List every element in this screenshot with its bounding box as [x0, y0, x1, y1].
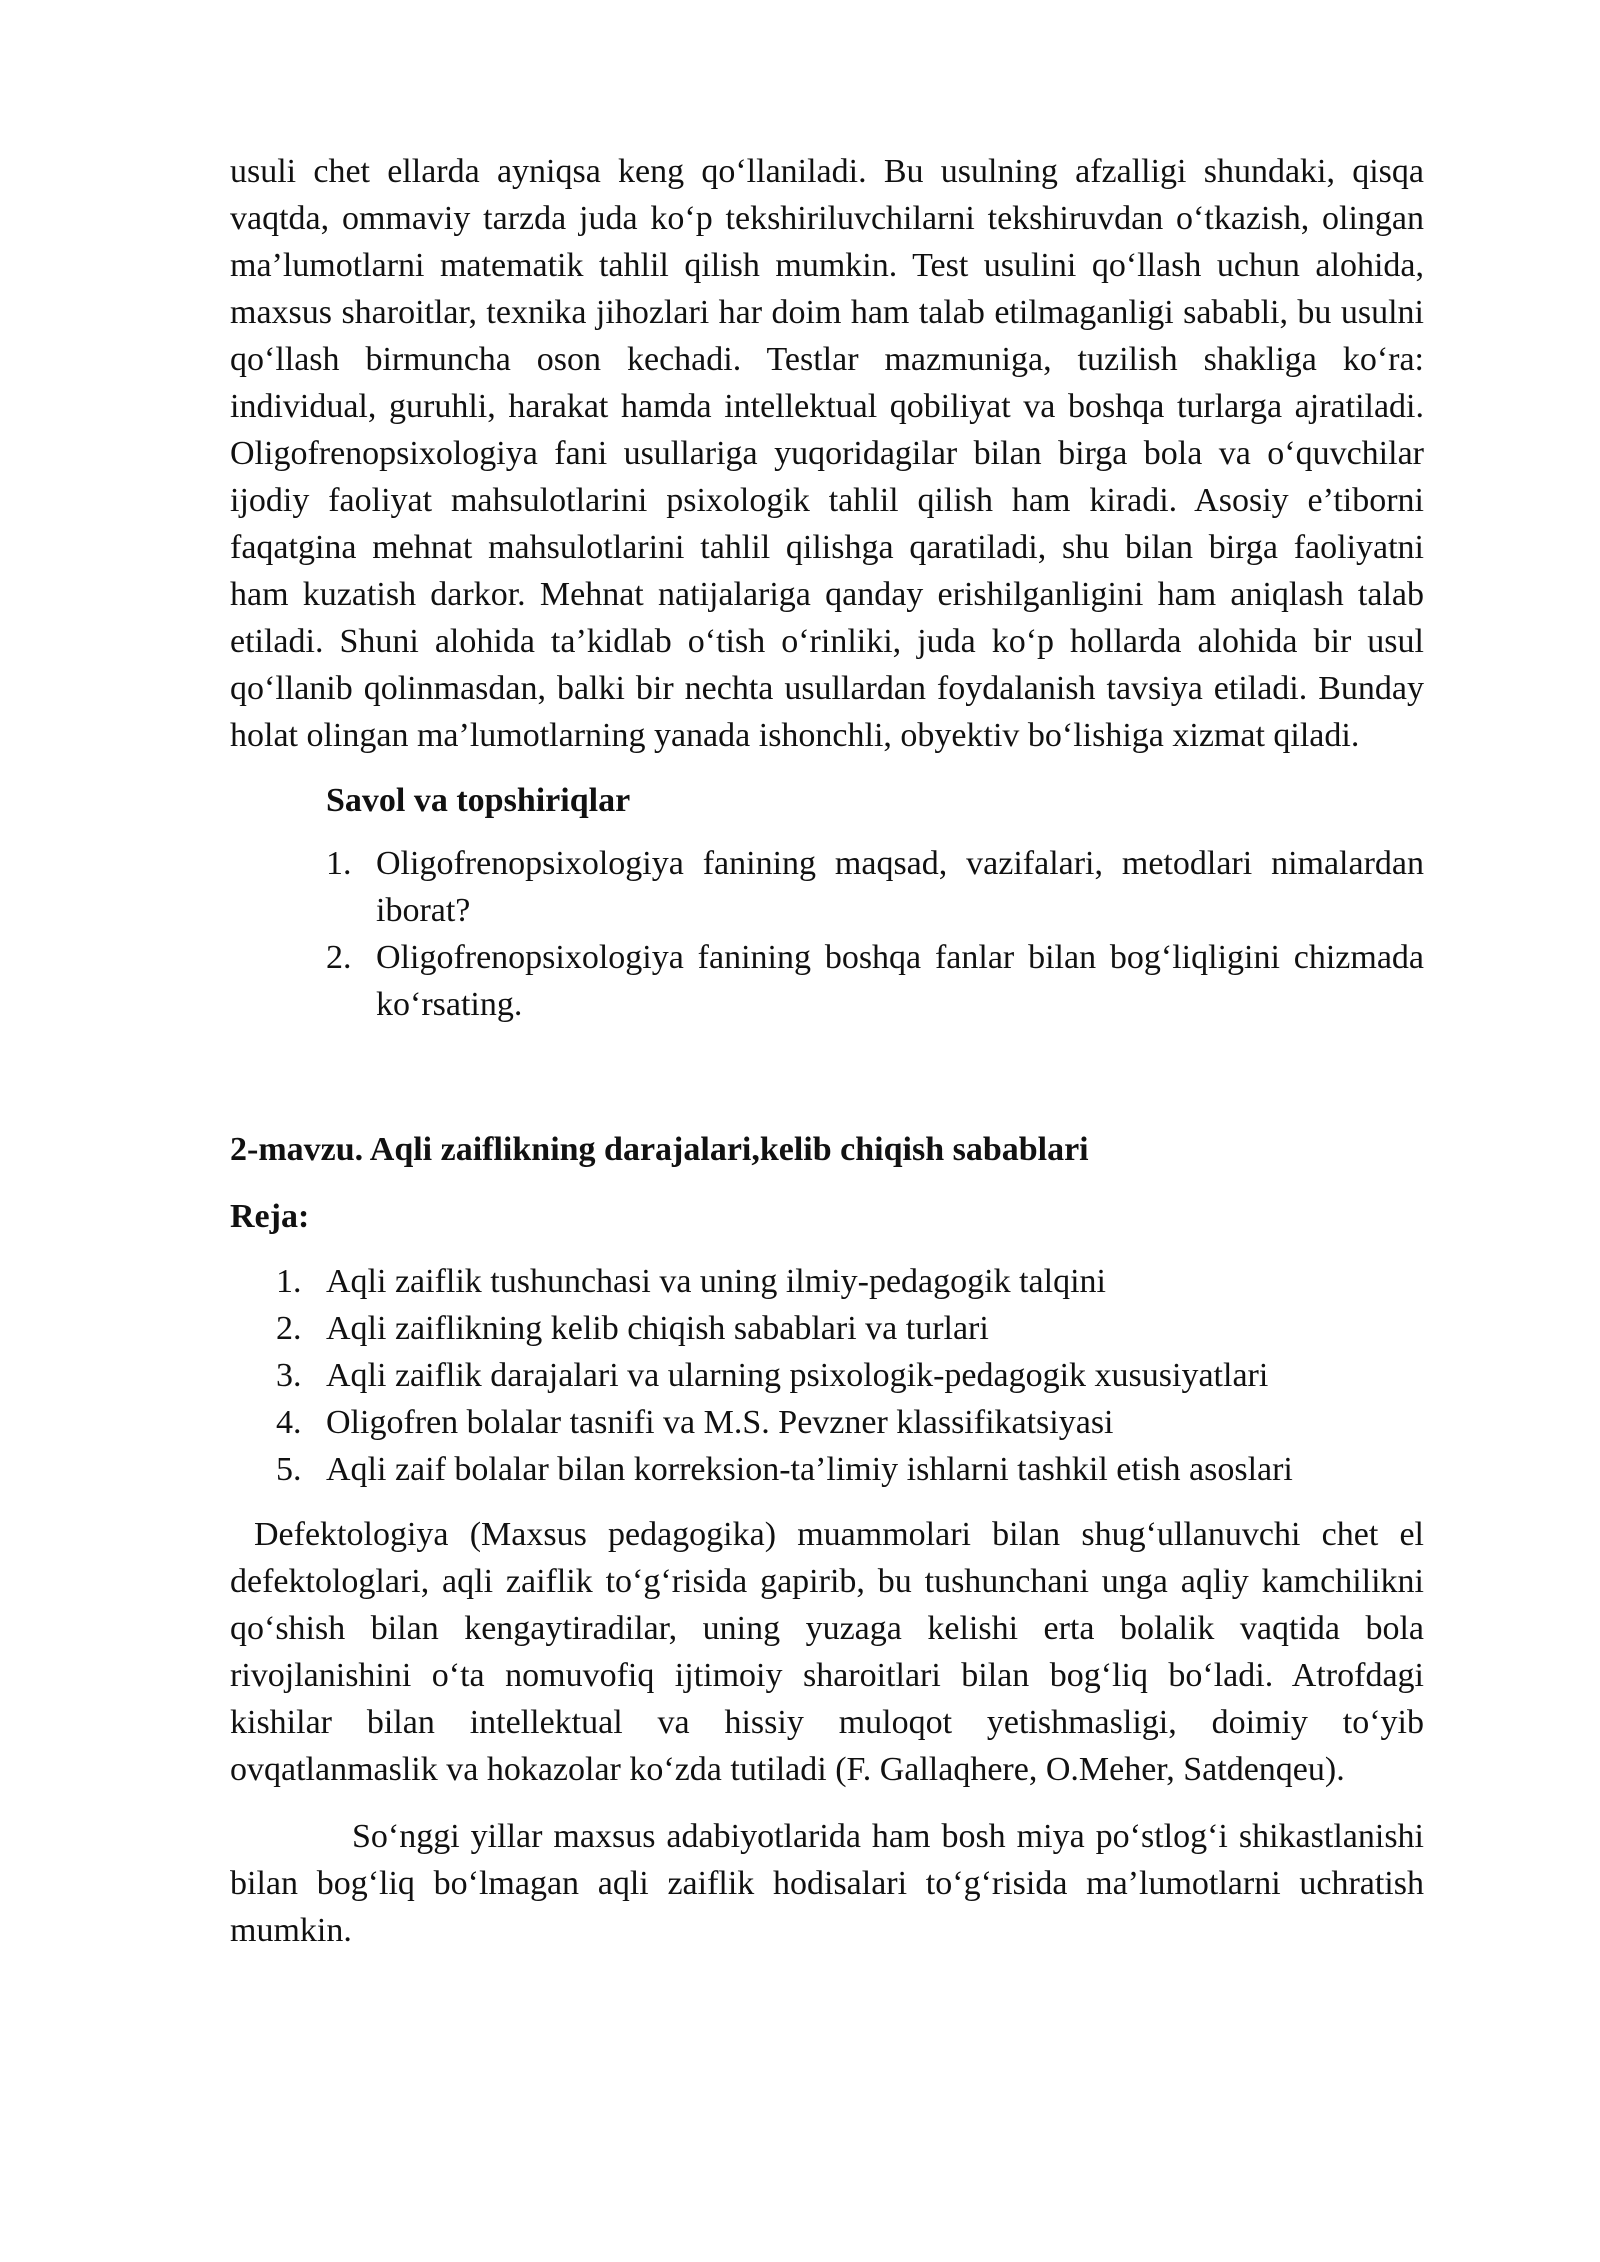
plan-number: 2.: [276, 1310, 302, 1347]
page-content: [230, 148, 1424, 1954]
question-item: [326, 840, 1424, 934]
plan-text: Aqli zaiflikning kelib chiqish sabablari va turlari: [326, 1310, 989, 1347]
plan-item: [276, 1446, 1424, 1493]
plan-item: [276, 1352, 1424, 1399]
plan-text: Oligofren bolalar tasnifi va M.S. Pevzner klassifikatsiyasi: [326, 1404, 1114, 1441]
plan-item: [276, 1305, 1424, 1352]
songgi-paragraph: So‘nggi yillar maxsus adabiyotlarida ham bosh miya po‘stlog‘i shikastlanishi bilan bog‘liq bo‘lmagan aqli zaiflik hodisalari to‘g‘risida ma’lumotlarni uchratish mumkin.: [230, 1818, 1424, 1949]
plan-number: 5.: [276, 1451, 302, 1488]
question-text: Oligofrenopsixologiya fanining maqsad, vazifalari, metodlari nimalardan iborat?: [376, 845, 1424, 929]
question-text: Oligofrenopsixologiya fanining boshqa fanlar bilan bog‘liqligini chizmada ko‘rsating.: [376, 939, 1424, 1023]
plan-text: Aqli zaiflik tushunchasi va uning ilmiy-pedagogik talqini: [326, 1263, 1106, 1300]
defektologiya-paragraph: Defektologiya (Maxsus pedagogika) muammolari bilan shug‘ullanuvchi chet el defektologlari, aqli zaiflik to‘g‘risida gapirib, bu tushunchani unga aqliy kamchilikni qo‘shish bilan kengaytiradilar, uning yuzaga kelishi erta bolalik vaqtida bola rivojlanishini o‘ta nomuvofiq ijtimoiy sharoitlari bilan bog‘liq bo‘ladi. Atrofdagi kishilar bilan intellektual va hissiy muloqot yetishmasligi, doimiy to‘yib ovqatlanmaslik va hokazolar ko‘zda tutiladi (F. Gallaqhere, O.Meher, Satdenqeu).: [230, 1516, 1424, 1788]
topic-title: 2-mavzu. Aqli zaiflikning darajalari,kelib chiqish sabablari: [230, 1131, 1089, 1168]
intro-paragraph: usuli chet ellarda ayniqsa keng qo‘llaniladi. Bu usulning afzalligi shundaki, qisqa vaqtda, ommaviy tarzda juda ko‘p tekshiriluvchilarni tekshiruvdan o‘tkazish, olingan ma’lumotlarni matematik tahlil qilish mumkin. Test usulini qo‘llash uchun alohida, maxsus sharoitlar, texnika jihozlari har doim ham talab etilmaganligi sababli, bu usulni qo‘llash birmuncha oson kechadi. Testlar mazmuniga, tuzilish shakliga ko‘ra: individual, guruhli, harakat hamda intellektual qobiliyat va boshqa turlarga ajratiladi. Oligofrenopsixologiya fani usullariga yuqoridagilar bilan birga bola va o‘quvchilar ijodiy faoliyat mahsulotlarini psixologik tahlil qilish ham kiradi. Asosiy e’tiborni faqatgina mehnat mahsulotlarini tahlil qilishga qaratiladi, shu bilan birga faoliyatni ham kuzatish darkor. Mehnat natijalariga qanday erishilganligini ham aniqlash talab etiladi. Shuni alohida ta’kidlab o‘tish o‘rinliki, juda ko‘p hollarda alohida bir usul qo‘llanib qolinmasdan, balki bir nechta usullardan foydalanish tavsiya etiladi. Bunday holat olingan ma’lumotlarning yanada ishonchli, obyektiv bo‘lishiga xizmat qiladi.: [230, 153, 1424, 754]
plan-number: 3.: [276, 1357, 302, 1394]
plan-number: 1.: [276, 1263, 302, 1300]
plan-number: 4.: [276, 1404, 302, 1441]
plan-item: [276, 1399, 1424, 1446]
plan-item: [276, 1258, 1424, 1305]
questions-heading: Savol va topshiriqlar: [326, 782, 631, 819]
plan-heading: Reja:: [230, 1198, 310, 1235]
question-item: [326, 934, 1424, 1028]
plan-list: [276, 1258, 1424, 1493]
questions-list: [326, 840, 1424, 1028]
question-number: 1.: [326, 845, 352, 882]
plan-text: Aqli zaiflik darajalari va ularning psixologik-pedagogik xususiyatlari: [326, 1357, 1269, 1394]
plan-text: Aqli zaif bolalar bilan korreksion-ta’limiy ishlarni tashkil etish asoslari: [326, 1451, 1293, 1488]
question-number: 2.: [326, 939, 352, 976]
